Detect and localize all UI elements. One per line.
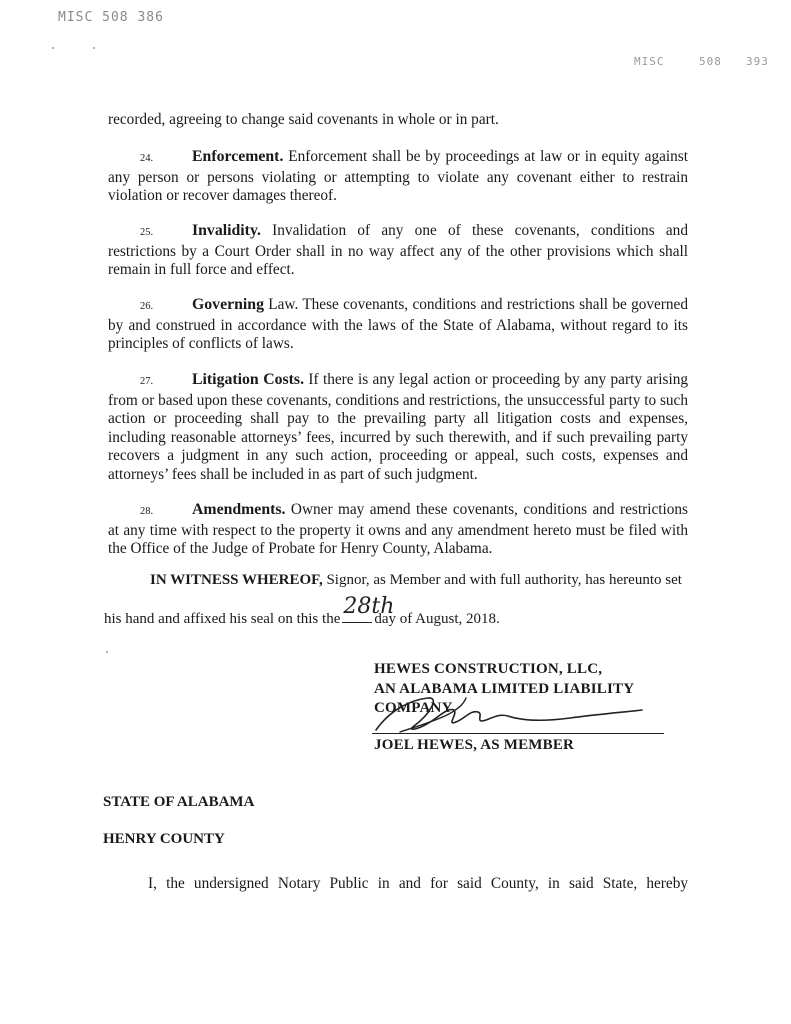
scan-speck (106, 651, 108, 653)
paragraph-27 (108, 371, 688, 484)
witness-clause-line1 (150, 572, 682, 589)
paragraph-number: 28. (140, 506, 154, 517)
company-name-line1: HEWES CONSTRUCTION, LLC, (374, 661, 603, 677)
paragraph-25 (108, 222, 688, 280)
paragraph-heading: Litigation Costs. (192, 371, 305, 388)
company-name-line3: COMPANY (374, 700, 453, 716)
stamp-right-page: 393 (746, 55, 769, 68)
paragraph-text: recorded, agreeing to change said covenants in whole or in part. (108, 111, 499, 128)
paragraph-heading: Amendments. (192, 501, 286, 518)
paragraph-24 (108, 148, 688, 206)
paragraph-text: If there is any legal action or proceeding by any party arising from or based upon these covenants, conditions and restrictions, the unsuccessful party to such action or proceeding shall pay to the prevailing party all litigation costs and expenses, including reasonable attorneys’ fees, incurred by such therewith, and if such prevailing party recovers a judgment in any such action, proceeding or appeal, such costs, expenses and attorneys’ fees shall be included in as part of such judgment. (108, 371, 688, 483)
paragraph-number: 26. (140, 301, 154, 312)
scan-speck (93, 47, 95, 49)
witness-lead: IN WITNESS WHEREOF, (150, 572, 323, 588)
paragraph-26 (108, 296, 688, 354)
handwritten-signature (370, 692, 650, 738)
paragraph-heading: Enforcement. (192, 148, 284, 165)
paragraph-heading: Governing (192, 296, 264, 313)
paragraph-continuation (108, 111, 688, 130)
company-name-line2: AN ALABAMA LIMITED LIABILITY (374, 681, 635, 697)
stamp-right-book: MISC (634, 55, 665, 68)
stamp-right-volume: 508 (699, 55, 722, 68)
paragraph-text: Owner may amend these covenants, conditions and restrictions at any time with respect to the property it owns and any amendment hereto must be filed with the Office of the Judge of Probate for Henry County, Alabama. (108, 501, 688, 557)
signature-line (372, 733, 664, 734)
witness-text: his hand and affixed his seal on this the (104, 611, 341, 627)
notary-acknowledgment: I, the undersigned Notary Public in and for said County, in said State, hereby (148, 875, 688, 892)
paragraph-text: Enforcement shall be by proceedings at law or in equity against any person or persons violating or attempting to violate any covenant either to restrain violation or recover damages thereof. (108, 148, 688, 204)
venue-county: HENRY COUNTY (103, 831, 225, 847)
page-stamp-top: MISC 508 386 (58, 10, 164, 25)
paragraph-number: 24. (140, 153, 154, 164)
scan-speck (52, 47, 54, 49)
witness-text: Signor, as Member and with full authority, has hereunto set (326, 572, 682, 588)
witness-text: day of August, 2018. (374, 611, 500, 627)
paragraph-number: 27. (140, 376, 154, 387)
handwritten-day-text: 28th (343, 594, 395, 619)
paragraph-text: Law. These covenants, conditions and restrictions shall be governed by and construed in accordance with the laws of the State of Alabama, without regard to its principles of conflicts of laws. (108, 296, 688, 352)
paragraph-text: Invalidation of any one of these covenants, conditions and restrictions by a Court Order shall in no way affect any of the other provisions which shall remain in full force and effect. (108, 222, 688, 278)
witness-clause-line2 (104, 594, 500, 628)
paragraph-number: 25. (140, 227, 154, 238)
signer-name: JOEL HEWES, AS MEMBER (374, 737, 575, 753)
paragraph-28 (108, 501, 688, 559)
venue-state: STATE OF ALABAMA (103, 794, 255, 810)
paragraph-heading: Invalidity. (192, 222, 261, 239)
handwritten-day (342, 594, 395, 623)
